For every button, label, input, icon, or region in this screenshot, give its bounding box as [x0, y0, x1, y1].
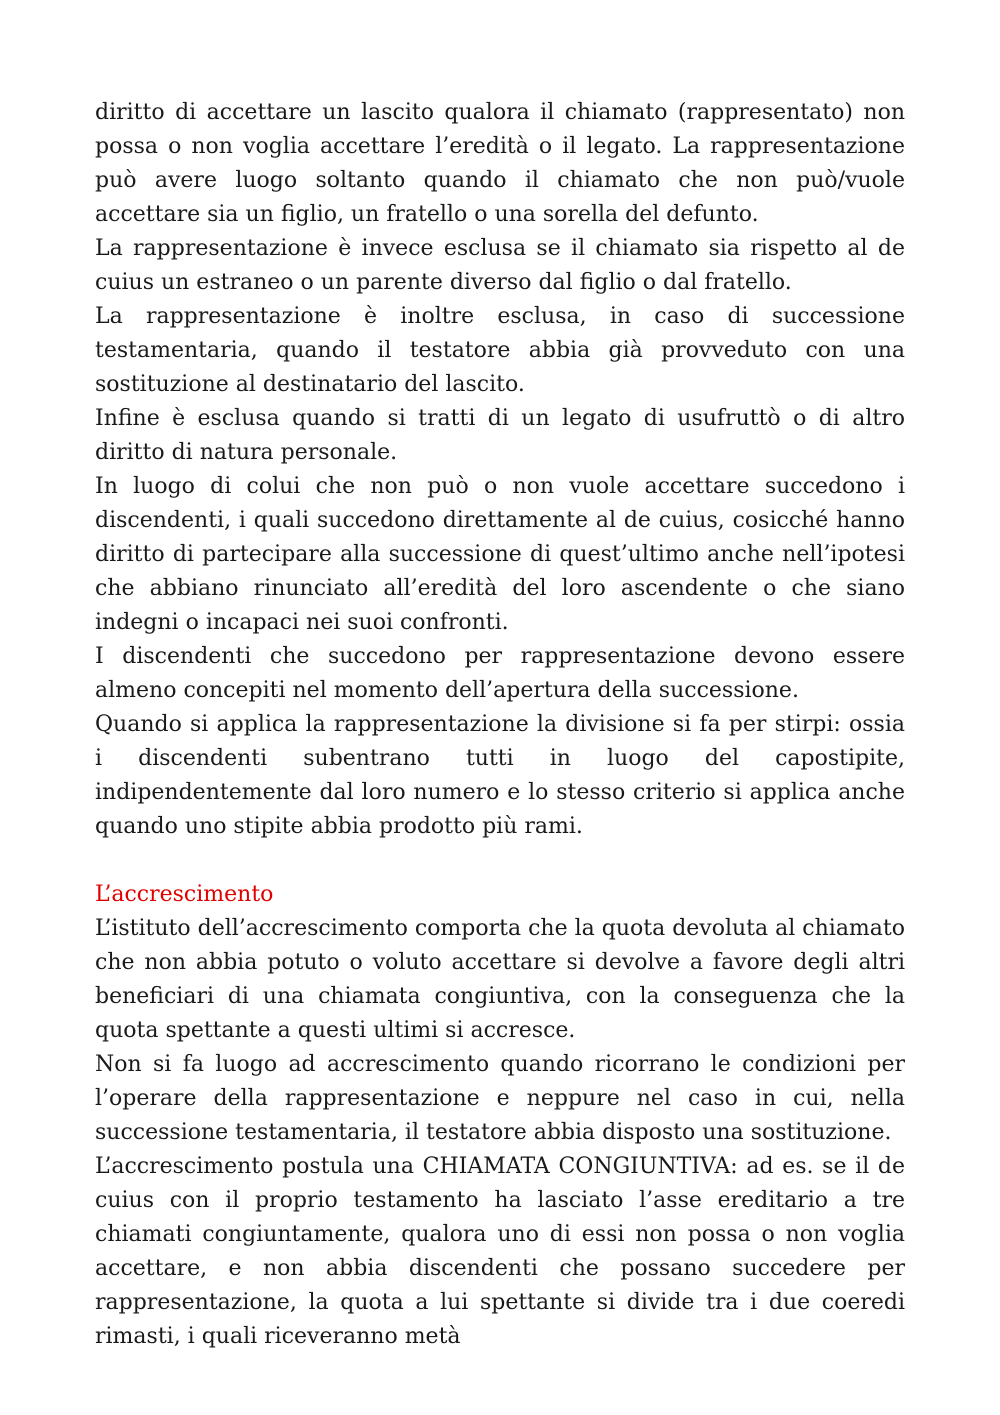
section-heading-accrescimento: L’accrescimento	[95, 882, 274, 907]
paragraph-accrescimento-definizione: L’istituto dell’accrescimento comporta che la quota devoluta al chiamato che non abbia potuto o voluto accettare si devolve a favore degli altri beneficiari di una chiamata congiuntiva, con la conseguenza che la quota spettante a questi ultimi si accresce.	[95, 916, 905, 1043]
paragraph-esclusione-estraneo: La rappresentazione è invece esclusa se il chiamato sia rispetto al de cuius un estraneo o un parente diverso dal figlio o dal fratello.	[95, 236, 905, 295]
paragraph-chiamata-congiuntiva: L’accrescimento postula una CHIAMATA CONGIUNTIVA: ad es. se il de cuius con il proprio testamento ha lasciato l’asse ereditario a tre chiamati congiuntamente, qualora uno di essi non possa o non voglia accettare, e non abbia discendenti che possano succedere per rappresentazione, la quota a lui spettante si divide tra i due coeredi rimasti, i quali riceveranno metà	[95, 1154, 905, 1349]
paragraph-esclusione-usufrutto: Infine è esclusa quando si tratti di un legato di usufruttò o di altro diritto di natura personale.	[95, 406, 905, 465]
document-page	[95, 96, 905, 1354]
paragraph-accrescimento-esclusione: Non si fa luogo ad accrescimento quando ricorrano le condizioni per l’operare della rappresentazione e neppure nel caso in cui, nella successione testamentaria, il testatore abbia disposto una sostituzione.	[95, 1052, 905, 1145]
paragraph-esclusione-sostituzione: La rappresentazione è inoltre esclusa, in caso di successione testamentaria, quando il testatore abbia già provveduto con una sostituzione al destinatario del lascito.	[95, 304, 905, 397]
paragraph-concepiti: I discendenti che succedono per rappresentazione devono essere almeno concepiti nel momento dell’apertura della successione.	[95, 644, 905, 703]
paragraph-discendenti: In luogo di colui che non può o non vuole accettare succedono i discendenti, i quali succedono direttamente al de cuius, cosicché hanno diritto di partecipare alla successione di quest’ultimo anche nell’ipotesi che abbiano rinunciato all’eredità del loro ascendente o che siano indegni o incapaci nei suoi confronti.	[95, 474, 905, 635]
paragraph-rappresentazione-intro: diritto di accettare un lascito qualora il chiamato (rappresentato) non possa o non voglia accettare l’eredità o il legato. La rappresentazione può avere luogo soltanto quando il chiamato che non può/vuole accettare sia un figlio, un fratello o una sorella del defunto.	[95, 100, 905, 227]
paragraph-divisione-stirpi: Quando si applica la rappresentazione la divisione si fa per stirpi: ossia i discendenti subentrano tutti in luogo del capostipite, indipendentemente dal loro numero e lo stesso criterio si applica anche quando uno stipite abbia prodotto più rami.	[95, 712, 905, 839]
